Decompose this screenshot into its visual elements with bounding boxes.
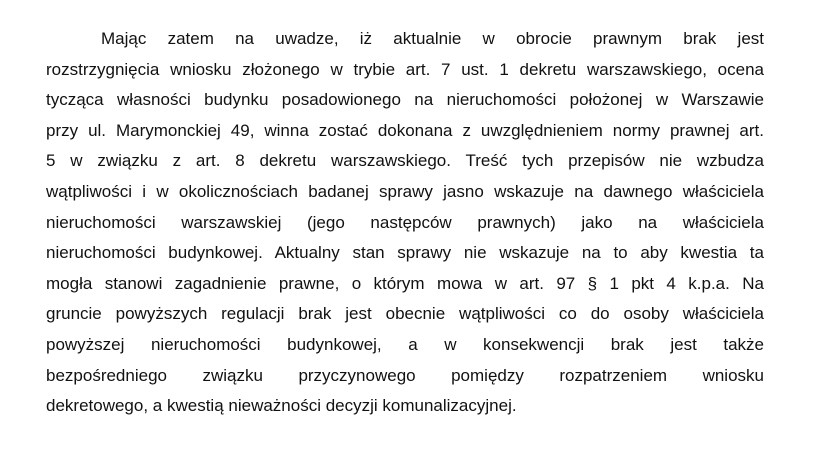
paragraph-line: tycząca własności budynku posadowionego na nieruchomości położonej w Warszawie <box>46 90 764 110</box>
paragraph-line: nieruchomości warszawskiej (jego następców prawnych) jako na właściciela <box>46 212 764 232</box>
paragraph-line: wątpliwości i w okolicznościach badanej sprawy jasno wskazuje na dawnego właściciela <box>46 181 764 201</box>
paragraph-line: 5 w związku z art. 8 dekretu warszawskiego. Treść tych przepisów nie wzbudza <box>46 151 764 171</box>
paragraph-line: gruncie powyższych regulacji brak jest obecnie wątpliwości co do osoby właściciela <box>46 304 764 324</box>
paragraph-line: nieruchomości budynkowej. Aktualny stan sprawy nie wskazuje na to aby kwestia ta <box>46 243 764 263</box>
body-paragraph <box>46 24 764 422</box>
paragraph-line: powyższej nieruchomości budynkowej, a w konsekwencji brak jest także <box>46 334 764 354</box>
paragraph-line: przy ul. Marymonckiej 49, winna zostać dokonana z uwzględnieniem normy prawnej art. <box>46 120 764 140</box>
paragraph-line: dekretowego, a kwestią nieważności decyzji komunalizacyjnej. <box>46 396 517 416</box>
paragraph-line: mogła stanowi zagadnienie prawne, o którym mowa w art. 97 § 1 pkt 4 k.p.a. Na <box>46 273 764 293</box>
paragraph-line: rozstrzygnięcia wniosku złożonego w trybie art. 7 ust. 1 dekretu warszawskiego, ocena <box>46 59 764 79</box>
paragraph-line: bezpośredniego związku przyczynowego pomiędzy rozpatrzeniem wniosku <box>46 365 764 385</box>
paragraph-line: Mając zatem na uwadze, iż aktualnie w obrocie prawnym brak jest <box>101 29 764 48</box>
